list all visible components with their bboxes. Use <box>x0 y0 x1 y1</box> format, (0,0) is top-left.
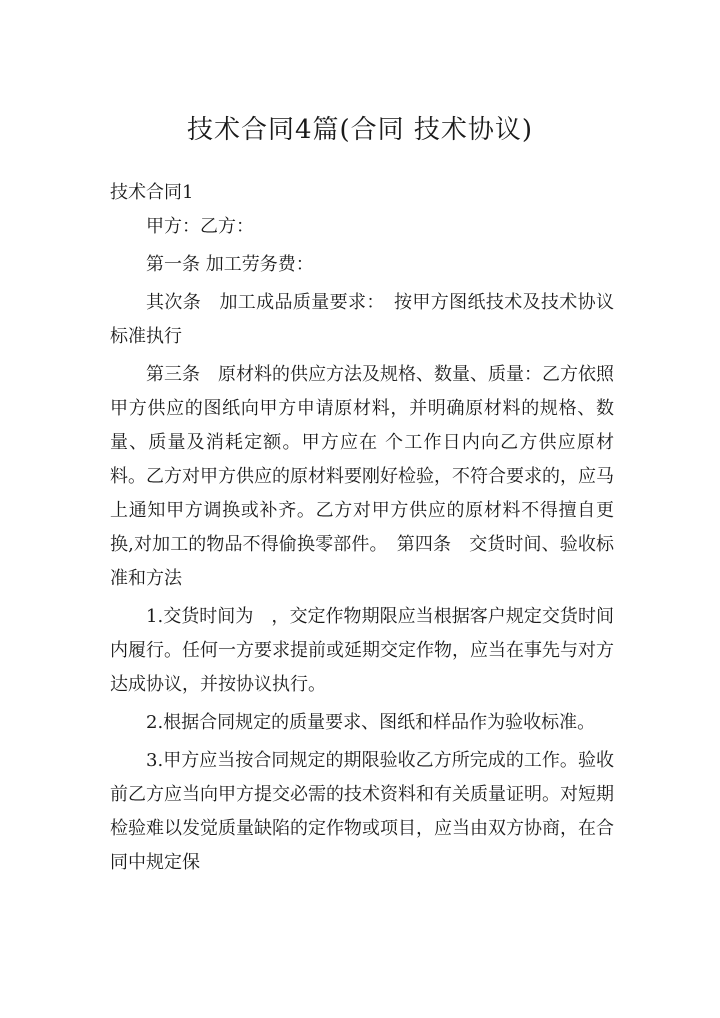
paragraph-parties: 甲方：乙方： <box>146 216 254 237</box>
paragraph-item-2: 2.根据合同规定的质量要求、图纸和样品作为验收标准。 <box>146 712 596 733</box>
paragraph-item-1: 1.交货时间为 ，交定作物期限应当根据客户规定交货时间内履行。任何一方要求提前或延期交定作物，应当在事先与对方达成协议，并按协议执行。 <box>110 606 614 695</box>
document-title: 技术合同4篇(合同 技术协议) <box>186 115 534 145</box>
paragraph-item-3: 3.甲方应当按合同规定的期限验收乙方所完成的工作。验收前乙方应当向甲方提交必需的技术资料和有关质量证明。对短期检验难以发觉质量缺陷的定作物或项目，应当由双方协商，在合同中规定保 <box>110 750 614 873</box>
paragraph-article-3: 第三条 原材料的供应方法及规格、数量、质量：乙方依照甲方供应的图纸向甲方申请原材料，并明确原材料的规格、数量、质量及消耗定额。甲方应在 个工作日内向乙方供应原材料。乙方对甲方供应的原材料要刚好检验，不符合要求的，应马上通知甲方调换或补齐。乙方对甲方供应的原材料不得擅自更换,对加工的物品不得偷换零部件。 第四条 交货时间、验收标准和方法 <box>110 364 614 589</box>
paragraph-article-1: 第一条 加工劳务费： <box>146 254 314 275</box>
paragraph-article-2: 其次条 加工成品质量要求： 按甲方图纸技术及技术协议标准执行 <box>110 292 614 347</box>
document-body <box>110 176 614 880</box>
section-heading: 技术合同1 <box>110 182 194 203</box>
